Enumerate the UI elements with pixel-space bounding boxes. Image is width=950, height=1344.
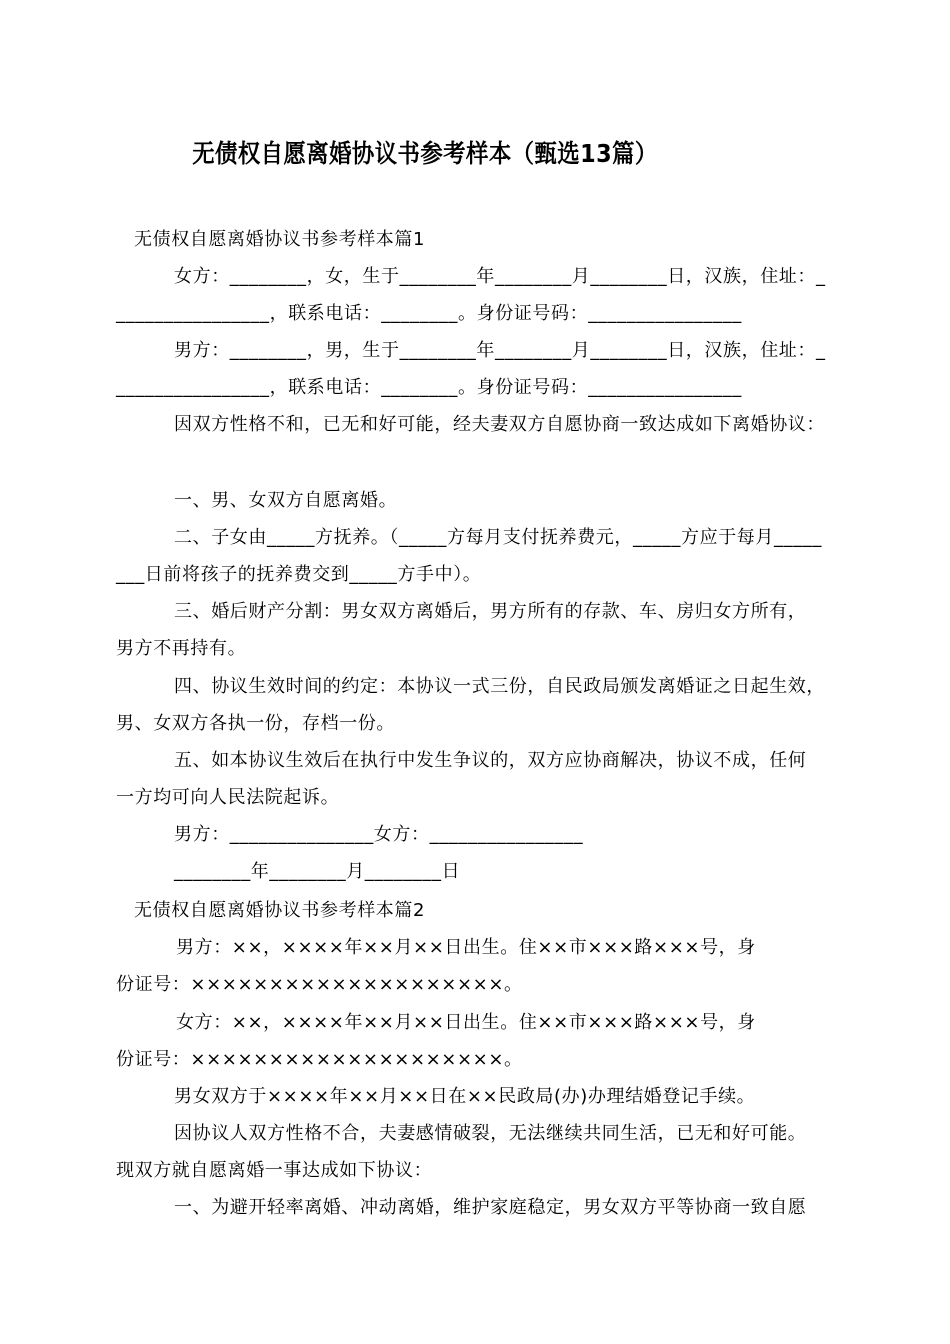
paragraph-line: 因协议人双方性格不合，夫妻感情破裂，无法继续共同生活，已无和好可能。 <box>174 1123 807 1144</box>
paragraph-line: 二、子女由_____方抚养。（_____方每月支付抚养费元，_____方应于每月_____ <box>174 527 822 548</box>
paragraph-line: 三、婚后财产分割：男女双方离婚后，男方所有的存款、车、房归女方所有， <box>174 601 807 622</box>
paragraph-line: ___日前将孩子的抚养费交到_____方手中）。 <box>116 564 482 585</box>
paragraph-line: 男方：________，男，生于________年________月________日，汉族，住址：_ <box>174 340 826 361</box>
paragraph-line: 一方均可向人民法院起诉。 <box>116 787 340 808</box>
paragraph-line: 男女双方于××××年××月××日在××民政局(办)办理结婚登记手续。 <box>174 1086 756 1107</box>
paragraph-line: 四、协议生效时间的约定：本协议一式三份，自民政局颁发离婚证之日起生效， <box>174 676 825 697</box>
paragraph-line: 男、女双方各执一份，存档一份。 <box>116 713 395 734</box>
paragraph-line: 现双方就自愿离婚一事达成如下协议： <box>116 1160 433 1181</box>
paragraph-line: 份证号：××××××××××××××××××××。 <box>116 974 523 995</box>
paragraph-line: 女方：××，××××年××月××日出生。住××市×××路×××号，身 <box>176 1012 756 1033</box>
section-heading: 无债权自愿离婚协议书参考样本篇1 <box>134 229 426 250</box>
paragraph-line: 一、男、女双方自愿离婚。 <box>174 490 398 511</box>
paragraph-line: 一、为避开轻率离婚、冲动离婚，维护家庭稳定，男女双方平等协商一致自愿 <box>174 1197 807 1218</box>
paragraph-line: 男方不再持有。 <box>116 638 247 659</box>
signature-line: 男方：_______________女方：________________ <box>174 824 584 845</box>
paragraph-line: 五、如本协议生效后在执行中发生争议的，双方应协商解决，协议不成，任何 <box>174 750 807 771</box>
section-heading: 无债权自愿离婚协议书参考样本篇2 <box>134 900 426 921</box>
paragraph-line: ________________，联系电话：________。身份证号码：________________ <box>116 377 742 398</box>
paragraph-line: 男方：××，××××年××月××日出生。住××市×××路×××号，身 <box>176 937 756 958</box>
paragraph-line: 因双方性格不和，已无和好可能，经夫妻双方自愿协商一致达成如下离婚协议： <box>174 414 825 435</box>
paragraph-line: 份证号：××××××××××××××××××××。 <box>116 1049 523 1070</box>
date-line: ________年________月________日 <box>174 861 461 882</box>
paragraph-line: 女方：________，女，生于________年________月________日，汉族，住址：_ <box>174 266 826 287</box>
document-title: 无债权自愿离婚协议书参考样本（甄选13篇） <box>192 139 658 168</box>
paragraph-line: ________________，联系电话：________。身份证号码：________________ <box>116 303 742 324</box>
